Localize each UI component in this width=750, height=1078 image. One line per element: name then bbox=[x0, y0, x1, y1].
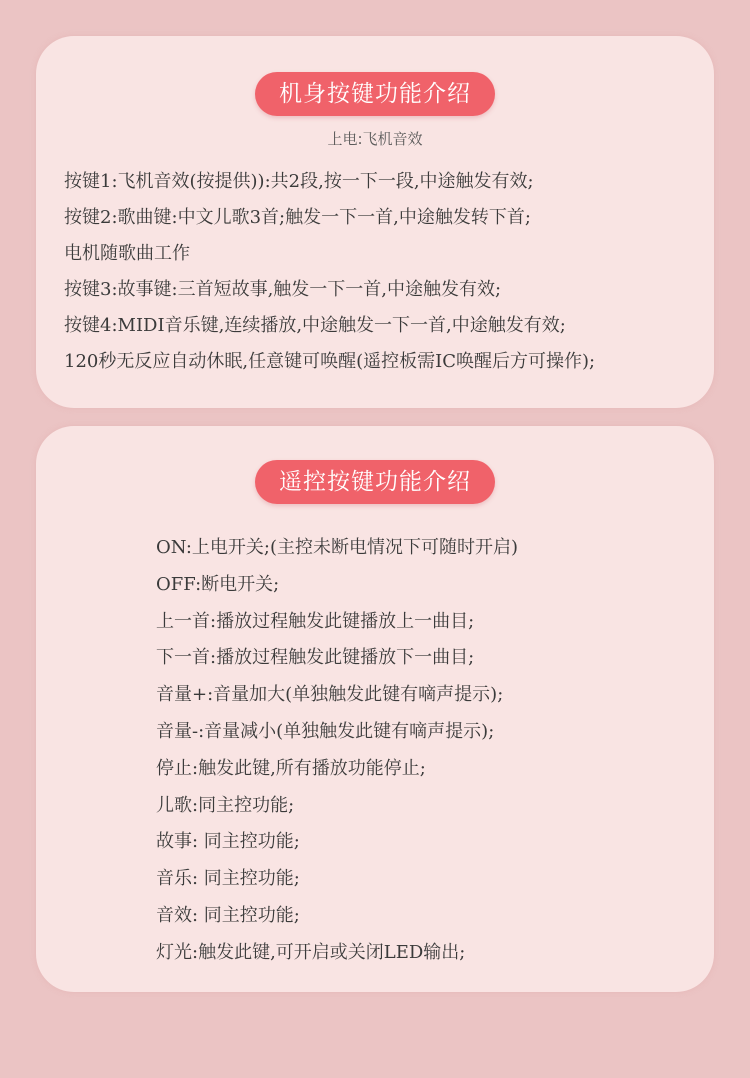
machine-function-line: 电机随歌曲工作 bbox=[64, 243, 190, 264]
remote-function-line: 儿歌:同主控功能; bbox=[156, 794, 295, 816]
remote-function-line: 音效: 同主控功能; bbox=[156, 904, 300, 926]
remote-function-line: OFF:断电开关; bbox=[156, 573, 280, 595]
machine-section-title: 机身按键功能介绍 bbox=[255, 72, 495, 116]
power-on-subtitle: 上电:飞机音效 bbox=[327, 130, 423, 148]
remote-function-line: 故事: 同主控功能; bbox=[156, 831, 300, 853]
remote-function-line: 音乐: 同主控功能; bbox=[156, 868, 300, 890]
machine-function-line: 按键4:MIDI音乐键,连续播放,中途触发一下一首,中途触发有效; bbox=[64, 315, 566, 336]
remote-function-list bbox=[156, 530, 518, 972]
machine-function-line: 按键2:歌曲键:中文儿歌3首;触发一下一首,中途触发转下首; bbox=[64, 207, 531, 228]
remote-function-line: 音量+:音量加大(单独触发此键有嘀声提示); bbox=[156, 684, 504, 706]
remote-function-line: ON:上电开关;(主控未断电情况下可随时开启) bbox=[156, 537, 519, 558]
machine-function-list bbox=[64, 164, 595, 380]
remote-function-line: 上一首:播放过程触发此键播放上一曲目; bbox=[156, 610, 475, 632]
remote-function-line: 下一首:播放过程触发此键播放下一曲目; bbox=[156, 647, 475, 669]
remote-section-title: 遥控按键功能介绍 bbox=[255, 460, 495, 504]
remote-function-line: 音量-:音量减小(单独触发此键有嘀声提示); bbox=[156, 720, 495, 742]
machine-function-line: 按键1:飞机音效(按提供)):共2段,按一下一段,中途触发有效; bbox=[64, 171, 534, 192]
machine-function-line: 按键3:故事键:三首短故事,触发一下一首,中途触发有效; bbox=[64, 279, 502, 300]
remote-function-line: 灯光:触发此键,可开启或关闭LED输出; bbox=[156, 941, 466, 963]
machine-buttons-card bbox=[36, 36, 714, 408]
remote-function-line: 停止:触发此键,所有播放功能停止; bbox=[156, 757, 426, 779]
remote-buttons-card bbox=[36, 426, 714, 992]
machine-function-line: 120秒无反应自动休眠,任意键可唤醒(遥控板需IC唤醒后方可操作); bbox=[64, 351, 596, 372]
